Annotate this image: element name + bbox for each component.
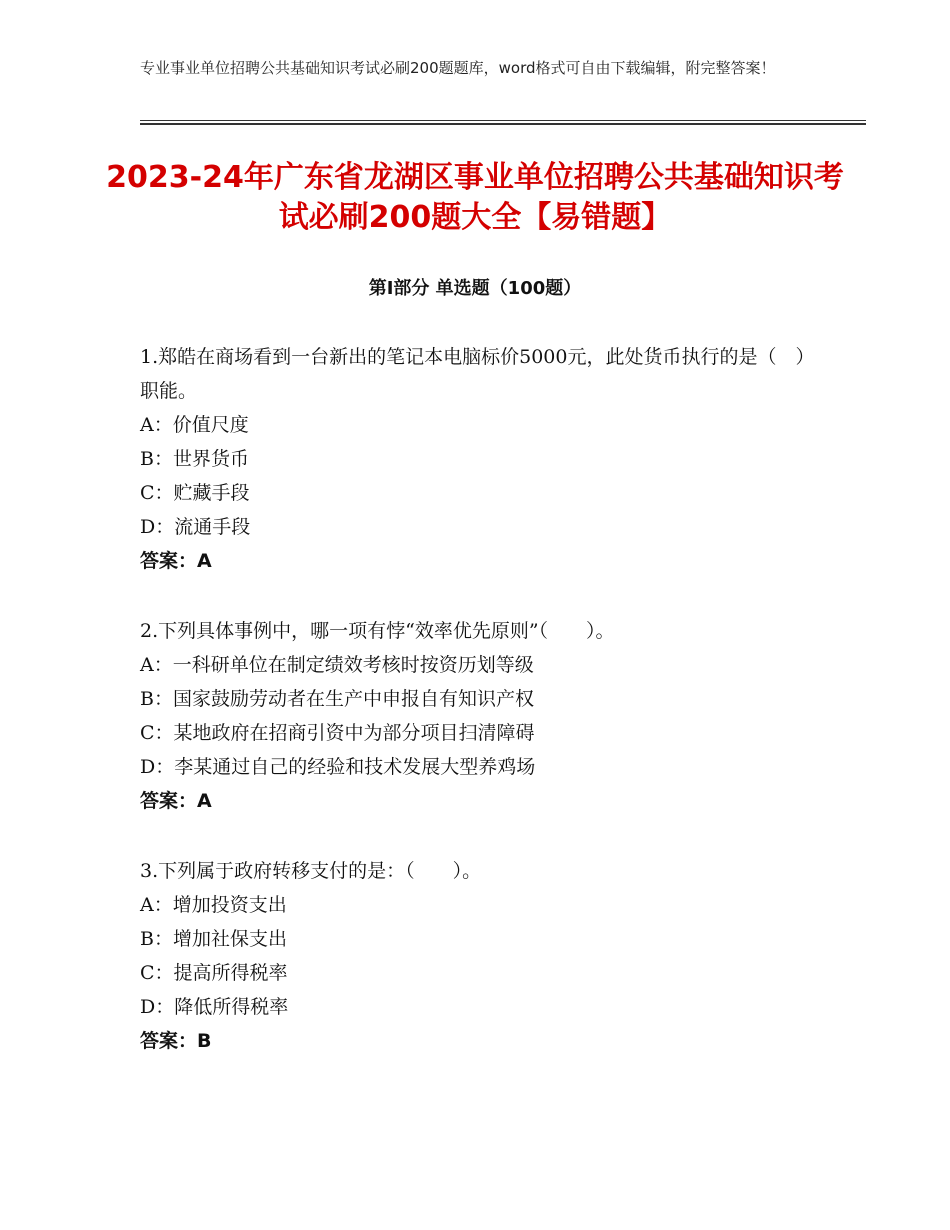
question-1 — [140, 340, 820, 578]
question-stem: 3.下列属于政府转移支付的是：（ ）。 — [140, 860, 482, 882]
option-b: B：世界货币 — [140, 448, 249, 470]
question-list — [140, 340, 820, 1094]
answer-line: 答案：A — [140, 550, 212, 572]
option-a: A：价值尺度 — [140, 414, 249, 436]
answer-line: 答案：B — [140, 1030, 212, 1052]
option-d: D：降低所得税率 — [140, 996, 289, 1018]
option-d: D：李某通过自己的经验和技术发展大型养鸡场 — [140, 756, 536, 778]
header-note: 专业事业单位招聘公共基础知识考试必刷200题题库，word格式可自由下载编辑，附完整答案！ — [140, 59, 776, 77]
option-a: A：增加投资支出 — [140, 894, 287, 916]
option-c: C：某地政府在招商引资中为部分项目扫清障碍 — [140, 722, 535, 744]
option-c: C：提高所得税率 — [140, 962, 288, 984]
answer-line: 答案：A — [140, 790, 212, 812]
question-3 — [140, 854, 820, 1058]
option-c: C：贮藏手段 — [140, 482, 250, 504]
option-a: A：一科研单位在制定绩效考核时按资历划等级 — [140, 654, 534, 676]
question-stem: 1.郑皓在商场看到一台新出的笔记本电脑标价5000元，此处货币执行的是（ ）职能。 — [140, 346, 815, 402]
document-title: 2023-24年广东省龙湖区事业单位招聘公共基础知识考试必刷200题大全【易错题】 — [106, 160, 844, 235]
section-title: 第Ⅰ部分 单选题（100题） — [368, 278, 582, 299]
option-b: B：增加社保支出 — [140, 928, 287, 950]
question-2 — [140, 614, 820, 818]
option-b: B：国家鼓励劳动者在生产中申报自有知识产权 — [140, 688, 534, 710]
header-divider — [140, 120, 866, 125]
question-stem: 2.下列具体事例中，哪一项有悖“效率优先原则”（ ）。 — [140, 620, 615, 642]
option-d: D：流通手段 — [140, 516, 251, 538]
